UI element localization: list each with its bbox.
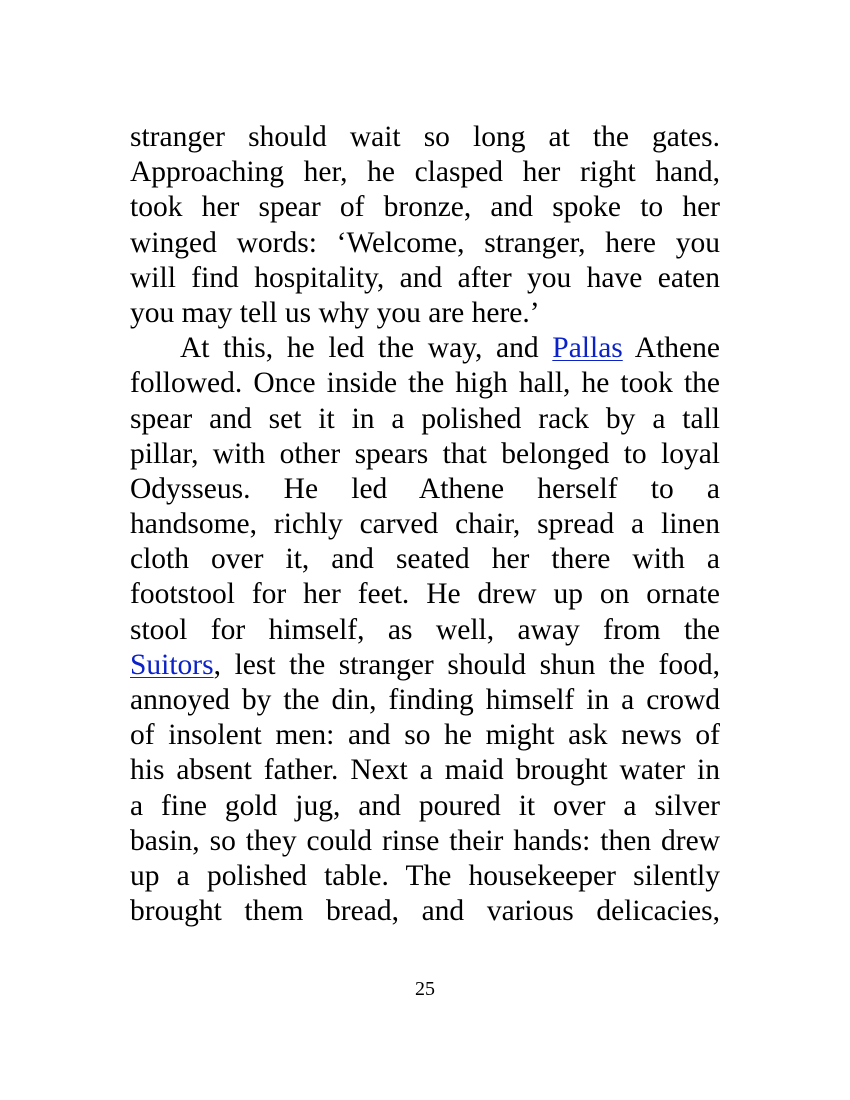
text-line: stranger should wait so long at the gates. xyxy=(130,121,720,153)
text-line: took her spear of bronze, and spoke to her xyxy=(130,191,720,224)
text-line: stool for himself, as well, away from the xyxy=(130,613,720,646)
text-line: up a polished table. The housekeeper silently xyxy=(130,859,720,892)
suitors-link[interactable]: Suitors xyxy=(130,648,214,681)
text-line: brought them bread, and various delicacies, xyxy=(130,895,720,928)
text-line: spear and set it in a polished rack by a tall xyxy=(130,402,720,435)
suitors-line xyxy=(130,648,720,683)
text-segment: Athene xyxy=(622,332,720,365)
text-line: Approaching her, he clasped her right hand, xyxy=(130,156,720,189)
text-segment: , lest the stranger should shun the food, xyxy=(213,648,720,681)
text-segment: At this, he led the way, and xyxy=(180,332,553,365)
pallas-link[interactable]: Pallas xyxy=(552,332,623,365)
text-line: basin, so they could rinse their hands: then drew xyxy=(130,824,720,857)
text-line: annoyed by the din, finding himself in a crowd xyxy=(130,684,720,716)
page-number: 25 xyxy=(415,978,435,1000)
text-line: pillar, with other spears that belonged to loyal xyxy=(130,437,720,470)
text-line: you may tell us why you are here.’ xyxy=(130,296,540,329)
paragraph-first-line xyxy=(130,331,720,366)
text-line: Odysseus. He led Athene herself to a xyxy=(130,472,720,505)
text-line: winged words: ‘Welcome, stranger, here you xyxy=(130,226,720,259)
text-line: of insolent men: and so he might ask news of xyxy=(130,719,720,752)
text-line: handsome, richly carved chair, spread a linen xyxy=(130,508,720,541)
text-line: cloth over it, and seated her there with a xyxy=(130,543,720,576)
text-line: his absent father. Next a maid brought water in xyxy=(130,754,720,787)
text-line: a fine gold jug, and poured it over a silver xyxy=(130,789,720,822)
text-line: footstool for her feet. He drew up on ornate xyxy=(130,578,720,611)
text-line: followed. Once inside the high hall, he took the xyxy=(130,367,720,400)
body-text xyxy=(130,120,720,929)
text-line: will find hospitality, and after you have eaten xyxy=(130,261,720,294)
